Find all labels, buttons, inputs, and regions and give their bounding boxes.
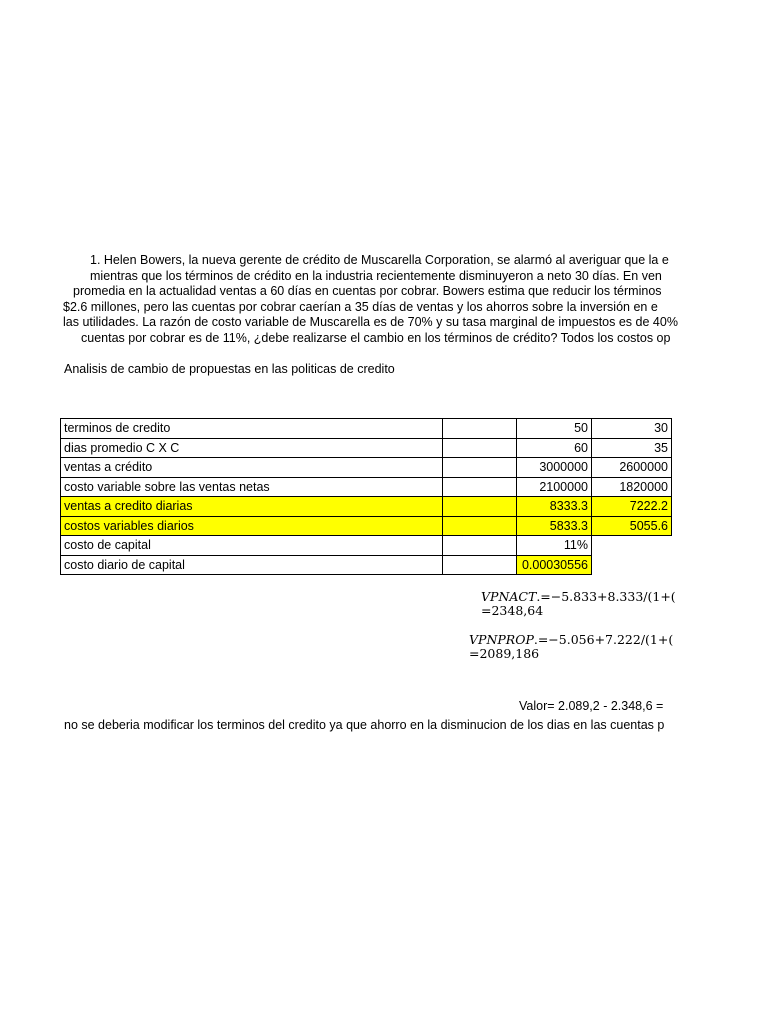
empty-cell[interactable] xyxy=(443,419,517,439)
actual-value[interactable]: 60 xyxy=(517,438,592,458)
table-row xyxy=(61,438,672,458)
problem-line-1: 1. Helen Bowers, la nueva gerente de crédito de Muscarella Corporation, se alarmó al averiguar que la e xyxy=(90,253,669,267)
table-row xyxy=(61,477,672,497)
empty-cell[interactable] xyxy=(443,458,517,478)
actual-value[interactable]: 11% xyxy=(517,536,592,556)
vpnprop-result: =2089,186 xyxy=(469,646,540,661)
actual-value[interactable]: 5833.3 xyxy=(517,516,592,536)
empty-cell[interactable] xyxy=(592,536,672,556)
analysis-heading: Analisis de cambio de propuestas en las politicas de credito xyxy=(64,362,395,376)
row-label[interactable]: dias promedio C X C xyxy=(61,438,443,458)
vpnact-formula xyxy=(481,589,676,604)
actual-value[interactable]: 2100000 xyxy=(517,477,592,497)
empty-cell[interactable] xyxy=(443,555,517,575)
row-label[interactable]: ventas a crédito xyxy=(61,458,443,478)
table-row-highlighted xyxy=(61,516,672,536)
proposed-value[interactable]: 7222.2 xyxy=(592,497,672,517)
empty-cell[interactable] xyxy=(443,497,517,517)
problem-line-3: promedia en la actualidad ventas a 60 días en cuentas por cobrar. Bowers estima que reducir los términos xyxy=(73,284,662,298)
proposed-value[interactable]: 35 xyxy=(592,438,672,458)
vpnprop-lhs: VPNPROP xyxy=(469,632,534,647)
empty-cell[interactable] xyxy=(443,536,517,556)
problem-statement xyxy=(0,253,768,346)
problem-line-4: $2.6 millones, pero las cuentas por cobrar caerían a 35 días de ventas y los ahorros sobre la inversión en e xyxy=(63,299,658,314)
actual-value[interactable]: 8333.3 xyxy=(517,497,592,517)
conclusion-text: no se deberia modificar los terminos del credito ya que ahorro en la disminucion de los dias en las cuentas p xyxy=(64,718,665,732)
credit-policy-table xyxy=(60,418,672,575)
row-label[interactable]: terminos de credito xyxy=(61,419,443,439)
table-row xyxy=(61,555,672,575)
empty-cell[interactable] xyxy=(443,477,517,497)
valor-text: Valor= 2.089,2 - 2.348,6 = xyxy=(519,699,664,713)
problem-line-5: las utilidades. La razón de costo variable de Muscarella es de 70% y su tasa marginal de impuestos es de 40% xyxy=(63,315,678,329)
proposed-value[interactable]: 5055.6 xyxy=(592,516,672,536)
proposed-value[interactable]: 30 xyxy=(592,419,672,439)
empty-cell[interactable] xyxy=(592,555,672,575)
table-row xyxy=(61,419,672,439)
empty-cell[interactable] xyxy=(443,516,517,536)
table-row-highlighted xyxy=(61,497,672,517)
actual-value[interactable]: 50 xyxy=(517,419,592,439)
actual-value[interactable]: 3000000 xyxy=(517,458,592,478)
vpnprop-formula xyxy=(469,632,673,647)
row-label[interactable]: ventas a credito diarias xyxy=(61,497,443,517)
proposed-value[interactable]: 1820000 xyxy=(592,477,672,497)
row-label[interactable]: costo de capital xyxy=(61,536,443,556)
table-row xyxy=(61,536,672,556)
empty-cell[interactable] xyxy=(443,438,517,458)
vpnact-lhs: VPNACT xyxy=(481,589,537,604)
problem-line-6: cuentas por cobrar es de 11%, ¿debe realizarse el cambio en los términos de crédito? Todos los costos op xyxy=(81,330,671,345)
row-label[interactable]: costo variable sobre las ventas netas xyxy=(61,477,443,497)
table-row xyxy=(61,458,672,478)
vpnprop-rhs: .=−5.056+7.222/(1+( xyxy=(533,632,674,647)
actual-value[interactable]: 0.00030556 xyxy=(517,555,592,575)
row-label[interactable]: costos variables diarios xyxy=(61,516,443,536)
proposed-value[interactable]: 2600000 xyxy=(592,458,672,478)
vpnact-rhs: .=−5.833+8.333/(1+( xyxy=(536,589,676,604)
vpnact-result: =2348,64 xyxy=(481,603,544,618)
row-label[interactable]: costo diario de capital xyxy=(61,555,443,575)
problem-line-2: mientras que los términos de crédito en la industria recientemente disminuyeron a neto 30 días. En ven xyxy=(90,268,662,283)
